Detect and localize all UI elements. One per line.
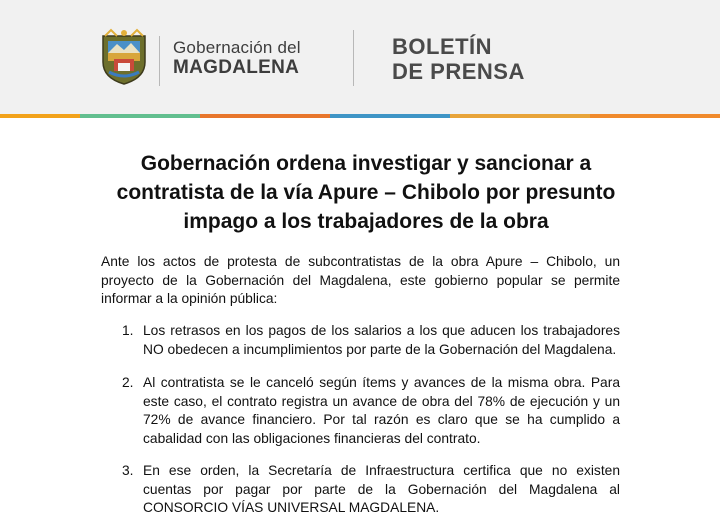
stripe-segment bbox=[0, 114, 80, 118]
logo-divider bbox=[159, 36, 160, 86]
bulletin-label-line2: DE PRENSA bbox=[392, 59, 525, 84]
intro-paragraph: Ante los actos de protesta de subcontratistas de la obra Apure – Chibolo, un proyecto de la Gobernación del Magdalena, este gobierno popular se permite informar a la opinión pública: bbox=[101, 254, 620, 306]
org-name-line2: MAGDALENA bbox=[173, 57, 300, 78]
stripe-segment bbox=[330, 114, 450, 118]
stripe-segment bbox=[590, 114, 720, 118]
list-item-number: 3. bbox=[122, 463, 134, 478]
org-name-line1: Gobernación del bbox=[173, 38, 301, 57]
stripe-segment bbox=[200, 114, 330, 118]
magdalena-coat-of-arms-icon bbox=[99, 28, 149, 86]
list-item-text: Al contratista se le canceló según ítems y avances de la misma obra. Para este caso, el contrato registra un avance de obra del 78% de ejecución y un 72% de avance financiero. Por tal razón es claro que se ha cumplido a cabalidad con las obligaciones financieras del contrato. bbox=[143, 375, 620, 446]
list-item-number: 1. bbox=[122, 323, 134, 338]
list-item-number: 2. bbox=[122, 375, 134, 390]
header-divider bbox=[353, 30, 354, 86]
list-item-text: Los retrasos en los pagos de los salarios a los que aducen los trabajadores NO obedecen a incumplimientos por parte de la Gobernación del Magdalena. bbox=[143, 323, 620, 357]
list-item-text: En ese orden, la Secretaría de Infraestructura certifica que no existen cuentas por pagar por parte de la Gobernación del Magdalena al CONSORCIO VÍAS UNIVERSAL MAGDALENA. bbox=[143, 463, 620, 515]
bulletin-label-line1: BOLETÍN bbox=[392, 34, 493, 59]
stripe-segment bbox=[80, 114, 200, 118]
bulletin-title: Gobernación ordena investigar y sancionar a contratista de la vía Apure – Chibolo por presunto impago a los trabajadores de la obra bbox=[116, 152, 616, 233]
bulletin-header bbox=[0, 0, 720, 114]
color-stripe bbox=[0, 114, 720, 118]
stripe-segment bbox=[450, 114, 590, 118]
